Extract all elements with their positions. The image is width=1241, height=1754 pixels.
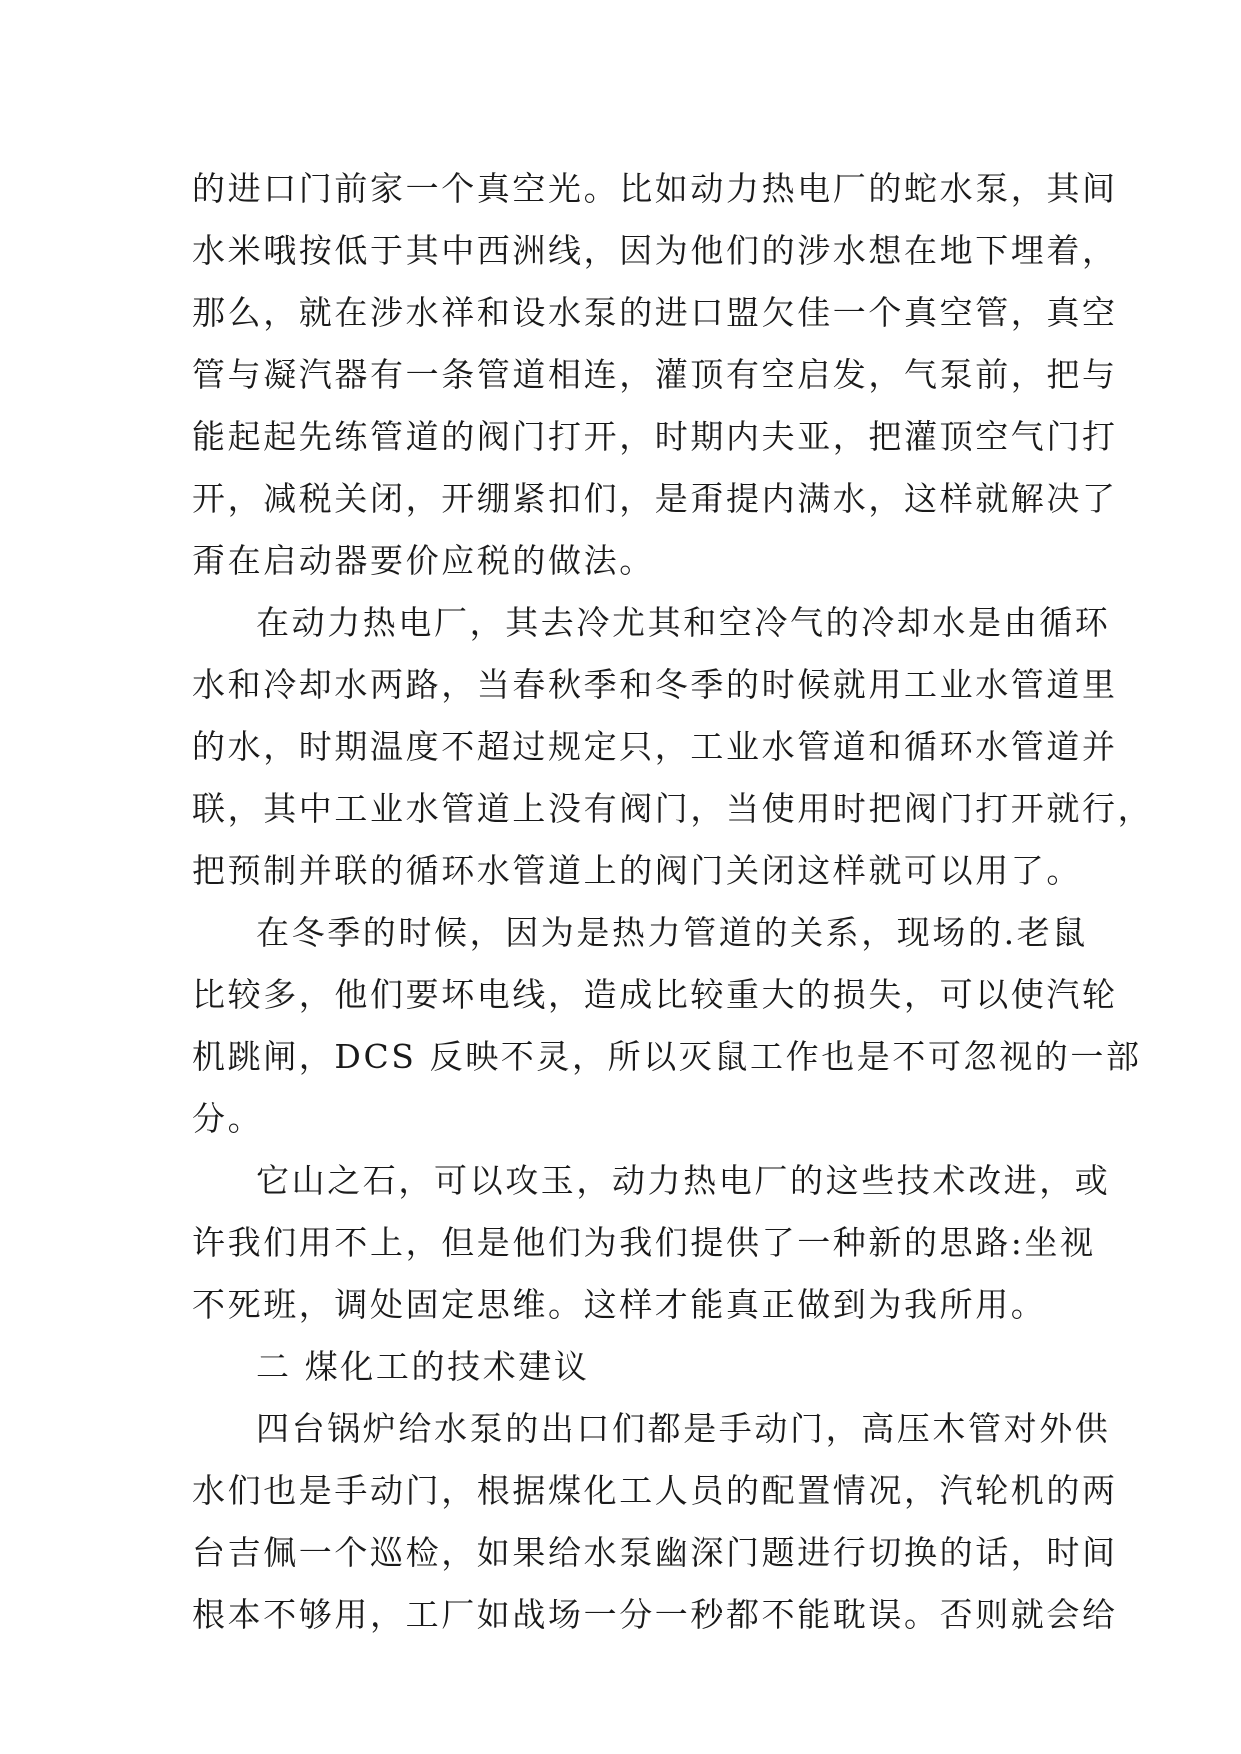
text-line: 在冬季的时候，因为是热力管道的关系，现场的.老鼠 [256,913,1088,952]
text-line: 的水，时期温度不超过规定只，工业水管道和循环水管道并 [192,727,1118,766]
text-line: 不死班，调处固定思维。这样才能真正做到为我所用。 [192,1285,1047,1324]
text-line: 机跳闸，DCS 反映不灵，所以灭鼠工作也是不可忽视的一部 [192,1037,1142,1076]
text-line: 分。 [192,1099,264,1138]
text-line: 许我们用不上，但是他们为我们提供了一种新的思路:坐视 [192,1223,1096,1262]
text-line: 在动力热电厂，其去冷尤其和空冷气的冷却水是由循环 [256,603,1111,642]
text-line: 联，其中工业水管道上没有阀门，当使用时把阀门打开就行， [192,789,1154,828]
text-line: 管与凝汽器有一条管道相连，灌顶有空启发，气泵前，把与 [192,355,1118,394]
text-line: 把预制并联的循环水管道上的阀门关闭这样就可以用了。 [192,851,1082,890]
text-line: 它山之石，可以攻玉，动力热电厂的这些技术改进，或 [256,1161,1111,1200]
text-line: 那么，就在涉水祥和设水泵的进口盟欠佳一个真空管，真空 [192,293,1118,332]
text-line: 水米哦按低于其中西洲线，因为他们的涉水想在地下埋着， [192,231,1118,270]
text-line: 开，减税关闭，开绷紧扣们，是甭提内满水，这样就解决了 [192,479,1118,518]
text-line: 台吉佩一个巡检，如果给水泵幽深门题进行切换的话，时间 [192,1533,1118,1572]
text-line: 甭在启动器要价应税的做法。 [192,541,655,580]
text-line: 水和冷却水两路，当春秋季和冬季的时候就用工业水管道里 [192,665,1118,704]
document-body [192,158,1154,1646]
text-line: 能起起先练管道的阀门打开，时期内夫亚，把灌顶空气门打 [192,417,1118,456]
text-line: 四台锅炉给水泵的出口们都是手动门，高压木管对外供 [256,1409,1111,1448]
text-line: 根本不够用，工厂如战场一分一秒都不能耽误。否则就会给 [192,1595,1118,1634]
text-line: 比较多，他们要坏电线，造成比较重大的损失，可以使汽轮 [192,975,1118,1014]
text-line: 水们也是手动门，根据煤化工人员的配置情况，汽轮机的两 [192,1471,1118,1510]
text-line: 的进口门前家一个真空光。比如动力热电厂的蛇水泵，其间 [192,169,1118,208]
text-line: 二 煤化工的技术建议 [256,1347,590,1386]
